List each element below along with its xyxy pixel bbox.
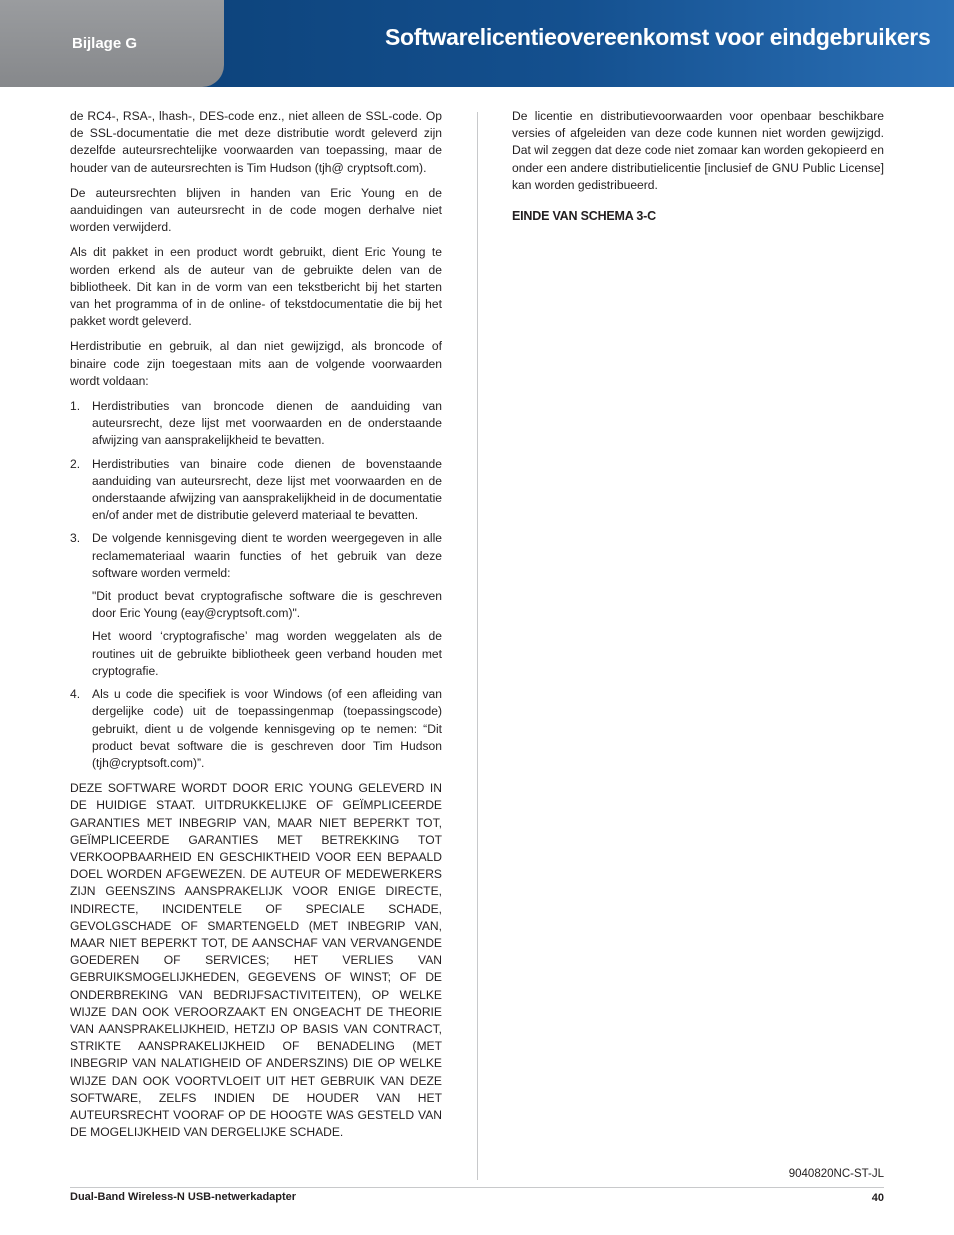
document-code: 9040820NC-ST-JL (788, 1168, 884, 1180)
paragraph-attribution: Als dit pakket in een product wordt gebruikt, dient Eric Young te worden erkend als de auteur van de gebruikte delen van de bibliotheek. Dit kan in de vorm van een tekstbericht bij het starten van het programma of in de online- of tekstdocumentatie die bij het pakket wordt geleverd. (70, 245, 442, 329)
list-item-text: Als u code die specifiek is voor Windows (of een afleiding van dergelijke code) uit de toepassingenmap (toepassingscode) gebruikt, dient u de volgende kennisgeving op te nemen: “Dit product bevat software die is geschreven door Tim Hudson (tjh@cryptsoft.com)”. (92, 687, 442, 770)
list-item-text: Herdistributies van broncode dienen de aanduiding van auteursrecht, deze lijst met voorwaarden en de onderstaande afwijzing van aansprakelijkheid te bevatten. (92, 399, 442, 448)
section-end-heading: EINDE VAN SCHEMA 3-C (512, 209, 656, 224)
list-number: 3. (70, 531, 81, 546)
list-item (70, 398, 442, 450)
list-number: 1. (70, 399, 81, 414)
list-item (70, 530, 442, 680)
list-item-note: Het woord ‘cryptografische’ mag worden weggelaten als de routines uit de gebruikte bibliotheek geen verband houden met cryptografie. (92, 629, 442, 678)
list-number: 2. (70, 456, 81, 471)
list-item (70, 686, 442, 772)
paragraph-copyright-retained: De auteursrechten blijven in handen van Eric Young en de aanduidingen van auteursrecht in de code mogen derhalve niet worden verwijderd. (70, 185, 442, 235)
disclaimer-text: DEZE SOFTWARE WORDT DOOR ERIC YOUNG GELEVERD IN DE HUIDIGE STAAT. UITDRUKKELIJKE OF GEÏMPLICEERDE GARANTIES MET INBEGRIP VAN, MAAR NIET BEPERKT TOT, GEÏMPLICEERDE GARANTIES MET BETREKKING TOT VERKOOPBAARHEID EN GESCHIKTHEID VOOR EEN BEPAALD DOEL WORDEN AFGEWEZEN. DE AUTEUR OF MEDEWERKERS ZIJN GEENSZINS AANSPRAKELIJK VOOR ENIGE DIRECTE, INDIRECTE, INCIDENTELE OF SPECIALE SCHADE, GEVOLGSCHADE OF SMARTENGELD (MET INBEGRIP VAN, MAAR NIET BEPERKT TOT, DE AANSCHAF VAN VERVANGENDE GOEDEREN OF SERVICES; HET VERLIES VAN GEBRUIKSMOGELIJKHEDEN, GEGEVENS OF WINST; OF DE ONDERBREKING VAN BEDRIJFSACTIVITEITEN), OP WELKE WIJZE DAN OOK VEROORZAAKT EN ONGEACHT DE THEORIE VAN AANSPRAKELIJKHEID, HETZIJ OP BASIS VAN CONTRACT, STRIKTE AANSPRAKELIJKHEID OF BENADELING (MET INBEGRIP VAN NALATIGHEID OF ANDERSZINS) DIE OP WELKE WIJZE DAN OOK VOORTVLOEIT UIT HET GEBRUIK VAN DEZE SOFTWARE, ZELFS INDIEN DE HOUDER VAN HET AUTEURSRECHT VOORAF OP DE HOOGTE WAS GESTELD VAN DE MOGELIJKHEID VAN DERGELIJKE SCHADE. (70, 781, 442, 1140)
list-item-text: De volgende kennisgeving dient te worden weergegeven in alle reclamemateriaal waarin functies of het gebruik van deze software worden vermeld: (92, 531, 442, 580)
list-item (70, 456, 442, 525)
header-bar (0, 0, 954, 87)
appendix-tab (0, 0, 224, 87)
conditions-list (70, 398, 442, 772)
left-column (70, 108, 442, 1149)
list-number: 4. (70, 687, 81, 702)
footer-divider (70, 1187, 884, 1188)
footer-product-name: Dual-Band Wireless-N USB-netwerkadapter (70, 1191, 297, 1203)
page-title: Softwarelicentieovereenkomst voor eindgebruikers (385, 24, 931, 50)
paragraph-license-terms: De licentie en distributievoorwaarden voor openbaar beschikbare versies of afgeleiden van deze code kunnen niet worden gewijzigd. Dat wil zeggen dat deze code niet zomaar kan worden gekopieerd en onder een andere distributielicentie [inclusief de GNU Public License] kan worden gedistribueerd. (512, 109, 884, 192)
paragraph-copyright-scope: de RC4-, RSA-, lhash-, DES-code enz., niet alleen de SSL-code. Op de SSL-documentatie die met deze distributie wordt geleverd zijn dezelfde auteursrechtelijke voorwaarden van toepassing, maar de houder van de auteursrechten is Tim Hudson (tjh@ cryptsoft.com). (70, 109, 442, 175)
list-item-quote: "Dit product bevat cryptografische software die is geschreven door Eric Young (eay@cryptsoft.com)". (92, 589, 442, 621)
list-item-text: Herdistributies van binaire code dienen de bovenstaande aanduiding van auteursrecht, deze lijst met voorwaarden en de onderstaande afwijzing van aansprakelijkheid in de documentatie en/of ander met de distributie geleverd materiaal te bevatten. (92, 456, 442, 523)
paragraph-redistribution: Herdistributie en gebruik, al dan niet gewijzigd, als broncode of binaire code zijn toegestaan mits aan de volgende voorwaarden wordt voldaan: (70, 339, 442, 388)
right-column (512, 108, 884, 225)
appendix-label: Bijlage G (72, 35, 138, 52)
column-divider (477, 112, 478, 1180)
page-number: 40 (871, 1192, 884, 1204)
